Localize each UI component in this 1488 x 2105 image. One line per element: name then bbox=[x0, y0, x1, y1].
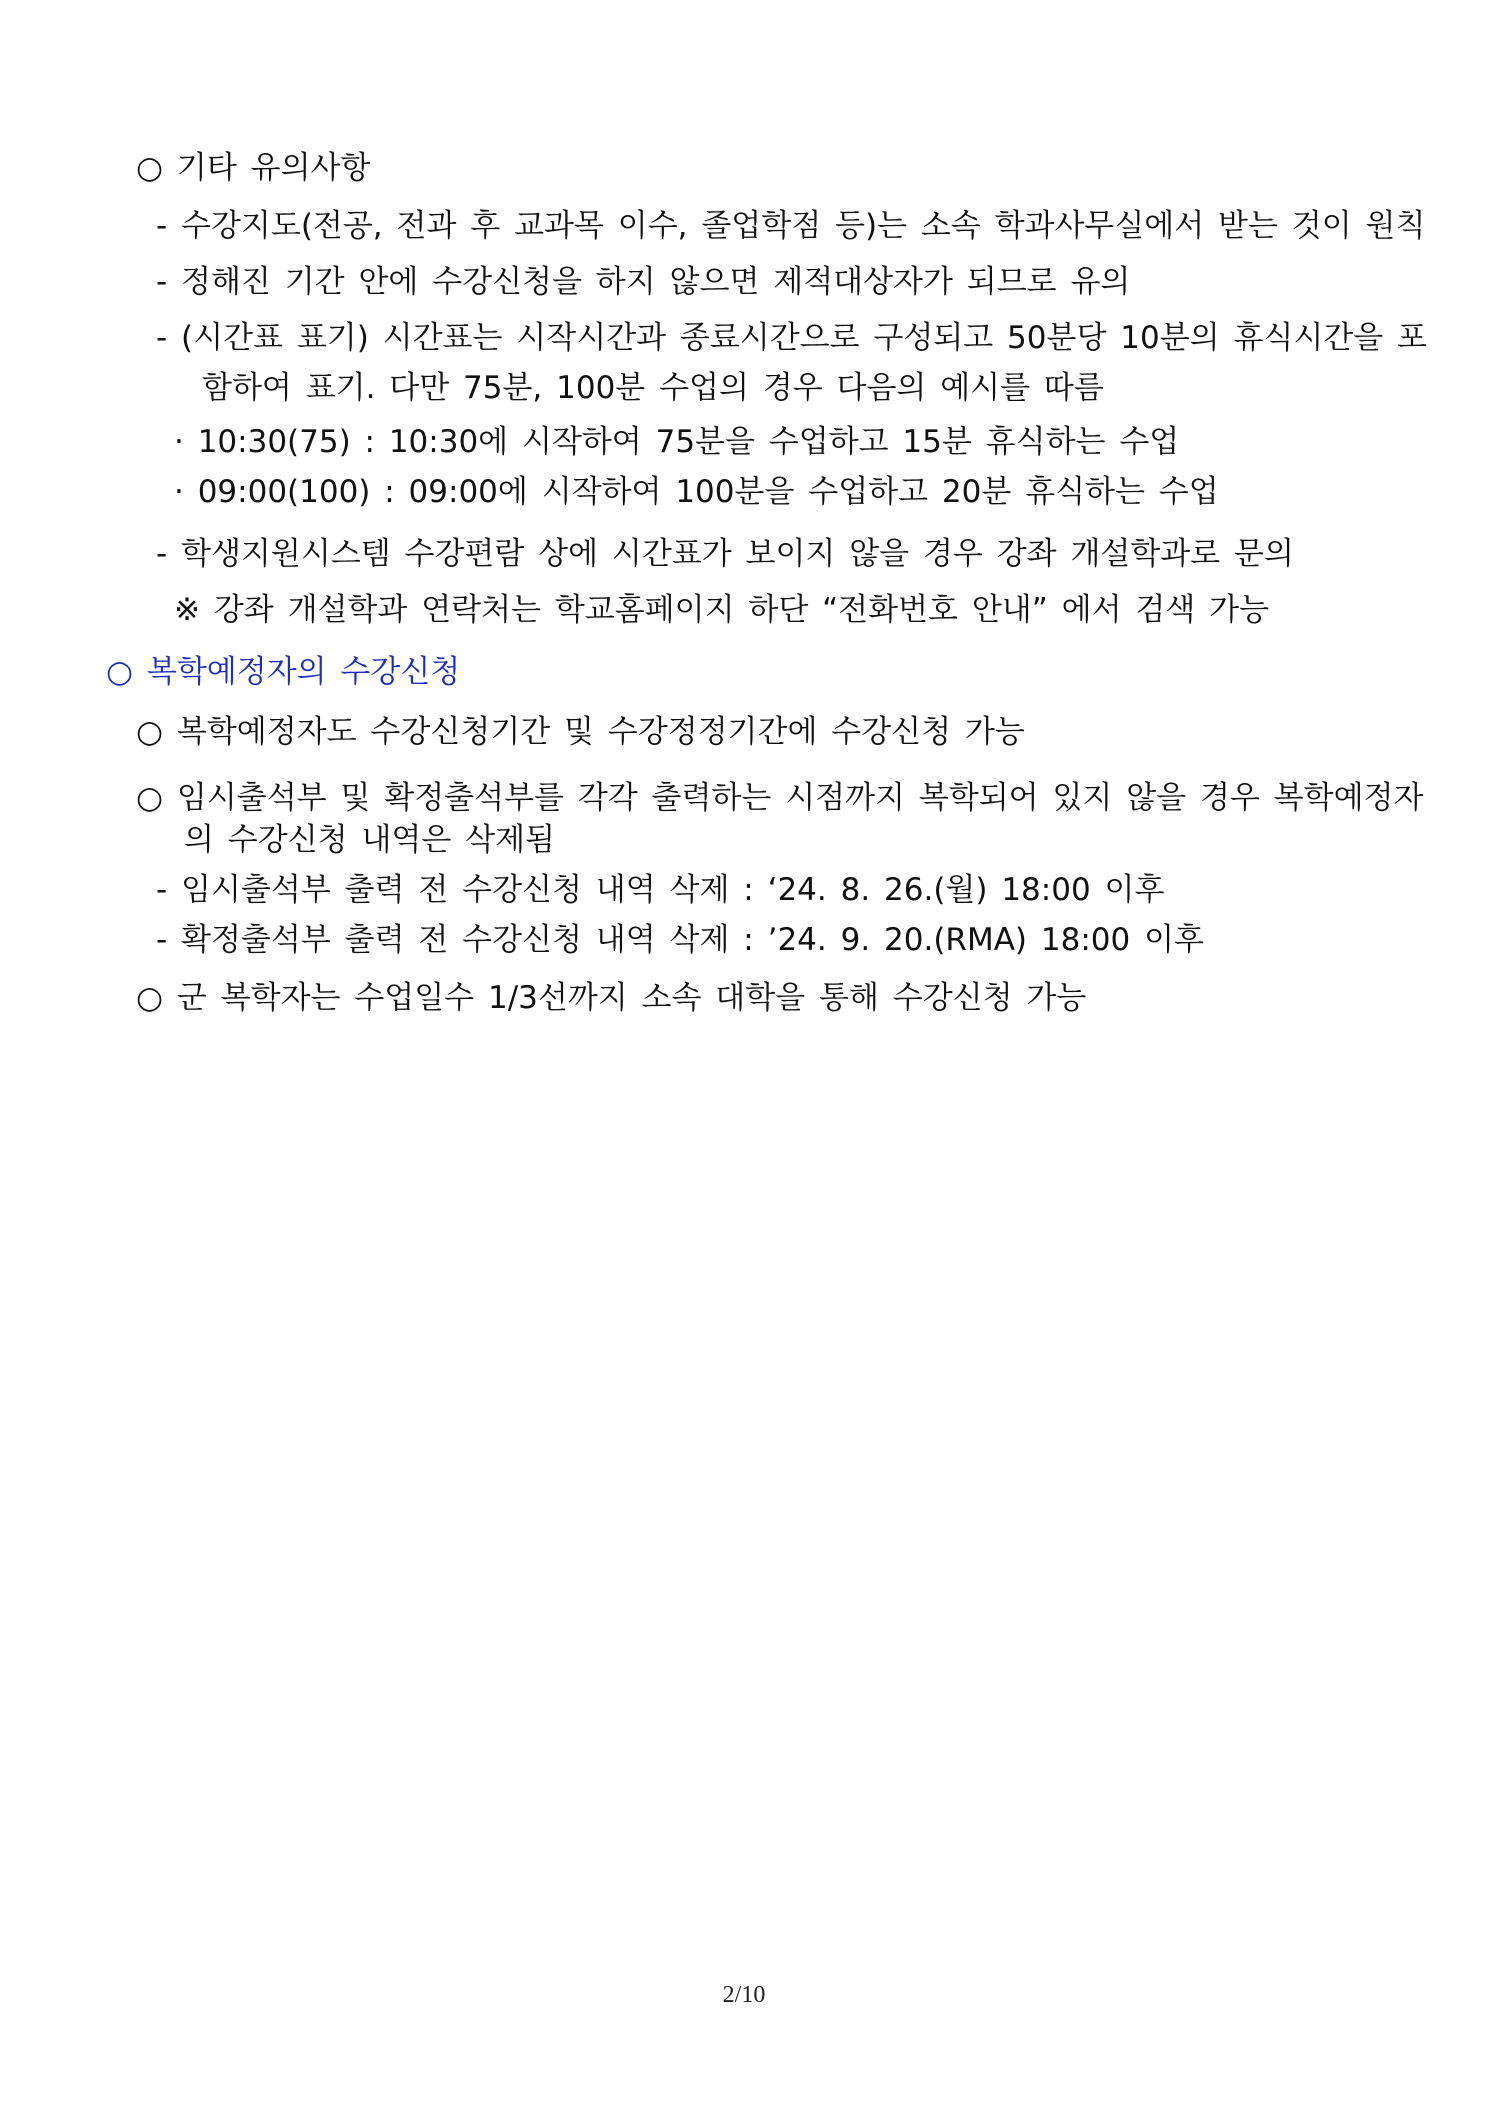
section1-item-3-line-2: 함하여 표기. 다만 75분, 100분 수업의 경우 다음의 예시를 따름 bbox=[202, 370, 1104, 406]
section1-note: ※ 강좌 개설학과 연락처는 학교홈페이지 하단 “전화번호 안내” 에서 검색 가능 bbox=[174, 592, 1270, 628]
section2-sub-1: - 임시출석부 출력 전 수강신청 내역 삭제 : ‘24. 8. 26.(월) 18:00 이후 bbox=[156, 872, 1165, 908]
page-number: 2/10 bbox=[722, 1982, 766, 2008]
section1-example-1: · 10:30(75) : 10:30에 시작하여 75분을 수업하고 15분 휴식하는 수업 bbox=[174, 424, 1180, 460]
section1-item-3-line-1: - (시간표 표기) 시간표는 시작시간과 종료시간으로 구성되고 50분당 10분의 휴식시간을 포 bbox=[156, 320, 1427, 356]
section2-item-1: ○ 복학예정자도 수강신청기간 및 수강정정기간에 수강신청 가능 bbox=[136, 714, 1025, 750]
section1-example-2: · 09:00(100) : 09:00에 시작하여 100분을 수업하고 20분 휴식하는 수업 bbox=[174, 474, 1219, 510]
section1-item-4: - 학생지원시스템 수강편람 상에 시간표가 보이지 않을 경우 강좌 개설학과로 문의 bbox=[156, 536, 1294, 572]
section2-item-2-line-2: 의 수강신청 내역은 삭제됨 bbox=[184, 822, 555, 858]
section2-sub-2: - 확정출석부 출력 전 수강신청 내역 삭제 : ’24. 9. 20.(RMA) 18:00 이후 bbox=[156, 922, 1204, 958]
section1-item-2: - 정해진 기간 안에 수강신청을 하지 않으면 제적대상자가 되므로 유의 bbox=[156, 264, 1131, 300]
section1-heading: ○ 기타 유의사항 bbox=[136, 150, 371, 186]
section2-item-3: ○ 군 복학자는 수업일수 1/3선까지 소속 대학을 통해 수강신청 가능 bbox=[136, 980, 1087, 1016]
section2-heading: ○ 복학예정자의 수강신청 bbox=[106, 654, 461, 690]
section2-item-2-line-1: ○ 임시출석부 및 확정출석부를 각각 출력하는 시점까지 복학되어 있지 않을 경우 복학예정자 bbox=[136, 780, 1424, 816]
section1-item-1: - 수강지도(전공, 전과 후 교과목 이수, 졸업학점 등)는 소속 학과사무실에서 받는 것이 원칙 bbox=[156, 208, 1426, 244]
